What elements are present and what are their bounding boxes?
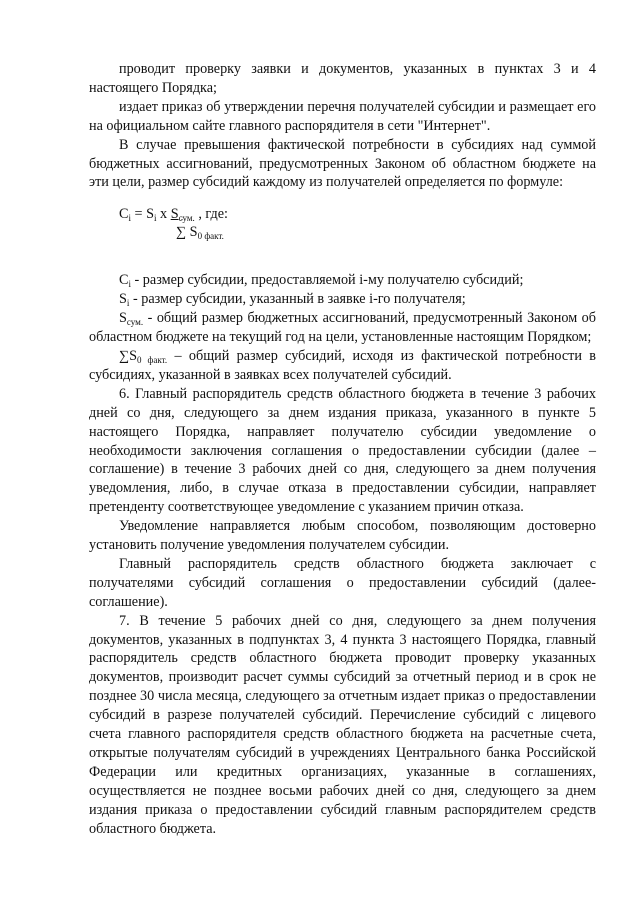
definition-ci: $C_i$ - размер субсидии, предоставляемой i-му получателю субсидий; [119, 272, 524, 290]
paragraph-item-7: 7. В течение 5 рабочих дней со дня, следующего за днем получения документов, указанных в подпунктах 3, 4 пункта 3 настоящего Порядка, главный распорядитель средств областного бюджета проводит проверку указанных документов, производит расчет суммы субсидий за отчетный период и в срок не позднее 30 числа месяца, следующего за отчетным издает приказ о предоставлении субсидий в разрезе получателей субсидий. Перечисление субсидий с лицевого счета главного распорядителя средств областного бюджета на расчетные счета, открытые получателям субсидий в учреждениях Центрального банка Российской Федерации или кредитных организациях, указанные в соглашениях, осуществляется не позднее восьми рабочих дней со дня, следующего за днем издания приказа о предоставлении субсидий главным распорядителем средств областного бюджета. [89, 612, 596, 837]
document-page [89, 60, 596, 839]
paragraph-item-6: 6. Главный распорядитель средств областного бюджета в течение 3 рабочих дней со дня, следующего за днем издания приказа, указанного в пункте 5 настоящего Порядка, направляет получателю субсидии уведомление о необходимости заключения соглашения о предоставлении субсидии (далее – соглашение) в течение 3 рабочих дней со дня, следующего за днем получения уведомления, либо, в случае отказа в предоставлении субсидии, направляет претенденту соответствующее уведомление с указанием причин отказа. [89, 385, 596, 516]
formula-s-sum: $S_{сум.}$ [170, 206, 195, 224]
paragraph-notification: Уведомление направляется любым способом, позволяющим достоверно установить получение уведомления получателем субсидии. [89, 518, 596, 554]
definition-ssum: $S_{сум.}$ - общий размер бюджетных ассигнований, предусмотренный Законом об областном бюджете на текущий год на цели, установленные настоящим Порядком; [89, 310, 596, 346]
definition-si: $S_i$ - размер субсидии, указанный в заявке i-го получателя; [119, 291, 466, 309]
paragraph-check-application: проводит проверку заявки и документов, указанных в пунктах 3 и 4 настоящего Порядка; [89, 61, 596, 96]
formula-numerator: $C_i = S_i$ x $S_{сум.}$ , где: [119, 206, 228, 224]
formula-denominator: ∑ $S_{0 факт.}$ [176, 224, 224, 242]
definition-sum-fact: $\sum S_{0 факт.}$ – общий размер субсидий, исходя из фактической потребности в субсидиях, указанной в заявках всех получателей субсидий. [89, 347, 596, 383]
paragraph-excess-demand: В случае превышения фактической потребности в субсидиях над суммой бюджетных ассигнований, предусмотренных Законом об областном бюджете на эти цели, размер субсидий каждому из получателей определяется по формуле: [89, 136, 596, 191]
paragraph-issue-order: издает приказ об утверждении перечня получателей субсидии и размещает его на официальном сайте главного распорядителя в сети "Интернет". [89, 98, 596, 134]
subsidy-formula [89, 205, 596, 245]
paragraph-agreement: Главный распорядитель средств областного бюджета заключает с получателями субсидий соглашения о предоставлении субсидий (далее-соглашение). [89, 555, 596, 610]
